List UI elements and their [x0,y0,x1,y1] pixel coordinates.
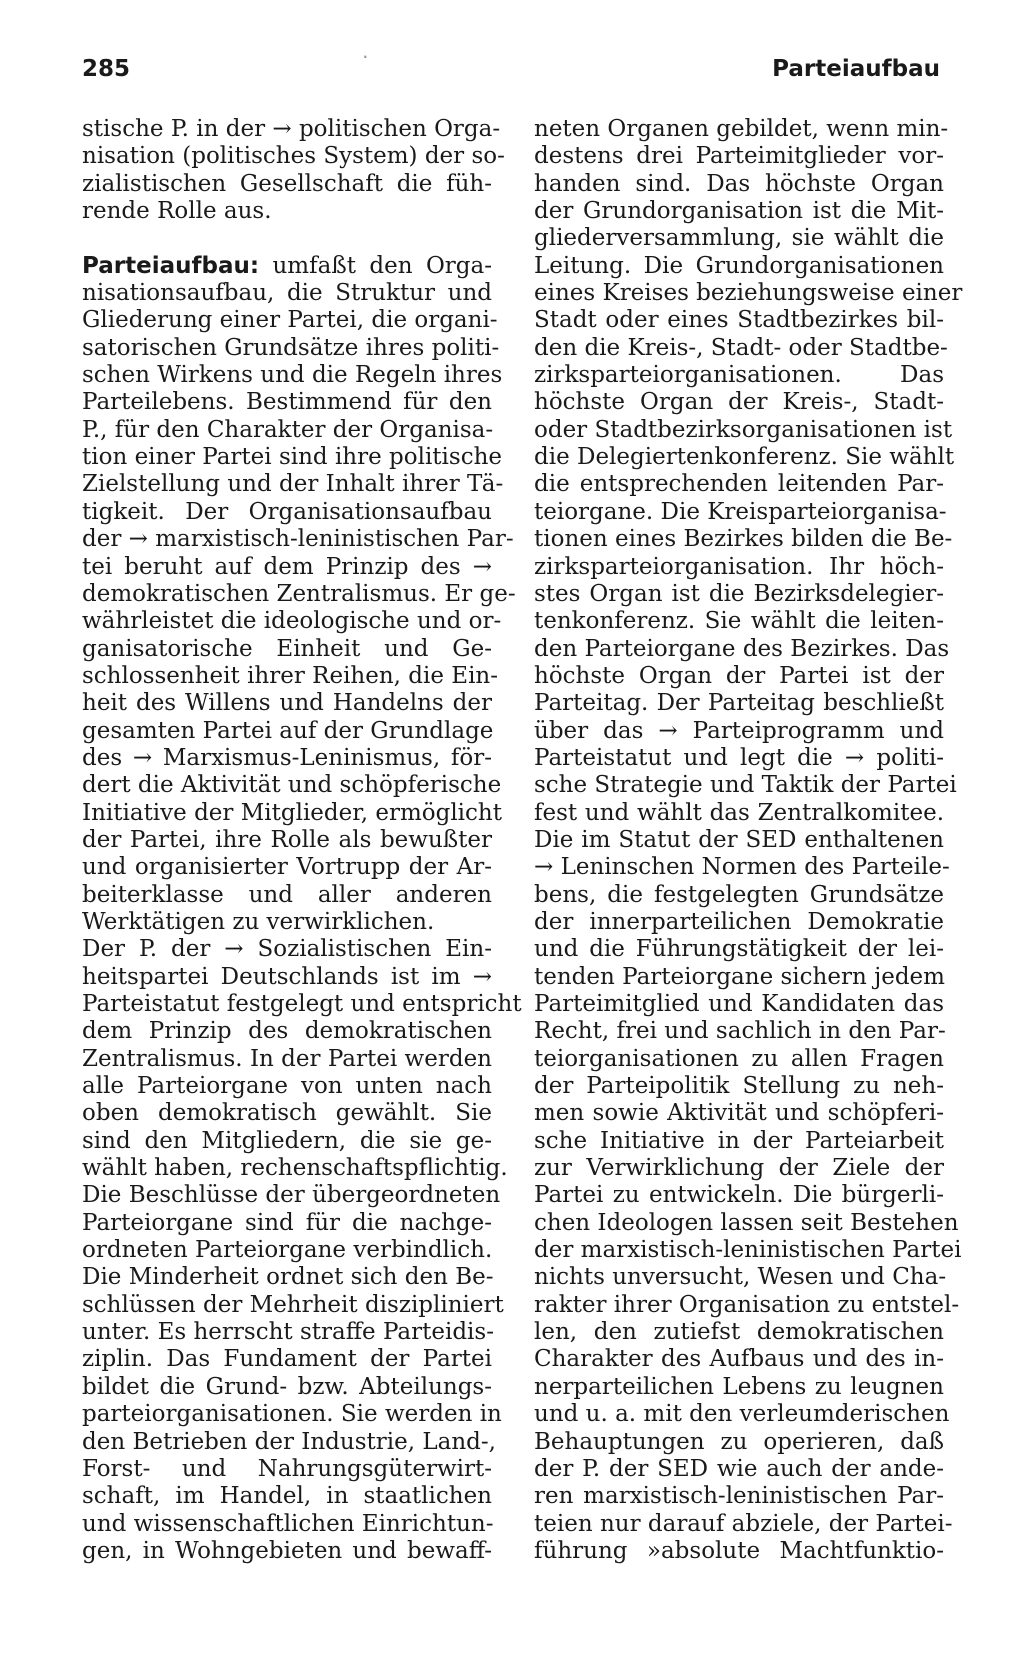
text-line: Der P. der → Sozialistischen Ein- [82,936,492,963]
text-line: die Delegiertenkonferenz. Sie wählt [534,444,955,471]
text-line: oben demokratisch gewählt. Sie [82,1100,492,1127]
text-line: tenkonferenz. Sie wählt die leiten- [534,608,944,635]
text-line: und organisierter Vortrupp der Ar- [82,854,492,881]
text-line: Stadt oder eines Stadtbezirkes bil- [534,307,944,334]
text-line: zirksparteiorganisation. Ihr höch- [534,553,944,580]
text-line: nerparteilichen Lebens zu leugnen [534,1373,944,1400]
text-line: bildet die Grund- bzw. Abteilungs- [82,1373,492,1400]
text-line: gliederversammlung, sie wählt die [534,225,944,252]
text-line: und wissenschaftlichen Einrichtun- [82,1510,494,1537]
text-line: neten Organen gebildet, wenn min- [534,116,949,142]
text-line: oder Stadtbezirksorganisationen ist [534,416,953,443]
text-line: teiorgane. Die Kreisparteiorganisa- [534,498,947,525]
text-line: Parteistatut festgelegt und entspricht [82,991,522,1017]
text-line: Recht, frei und sachlich in den Par- [534,1018,946,1045]
text-line: alle Parteiorgane von unten nach [82,1073,492,1100]
text-line: stische P. in der → politischen Orga- [82,116,501,142]
text-line: Parteitag. Der Parteitag beschließt [534,690,944,717]
text-line: dem Prinzip des demokratischen [82,1018,492,1045]
text-line: tenden Parteiorgane sichern jedem [534,963,945,990]
text-line: Partei zu entwickeln. Die bürgerli- [534,1182,944,1209]
text-line: Die im Statut der SED enthaltenen [534,826,944,853]
text-line: der marxistisch-leninistischen Partei [534,1237,962,1264]
text-line: parteiorganisationen. Sie werden in [82,1401,502,1428]
text-line: Parteiorgane sind für die nachge- [82,1209,492,1236]
text-line: len, den zutiefst demokratischen [534,1319,944,1346]
text-line: Die Beschlüsse der übergeordneten [82,1182,501,1209]
text-line: den die Kreis-, Stadt- oder Stadtbe- [534,334,948,361]
text-line: teien nur darauf abziele, der Partei- [534,1510,953,1537]
text-line: dert die Aktivität und schöpferische [82,772,502,799]
text-line: ordneten Parteiorgane verbindlich. [82,1237,493,1264]
text-line: Leitung. Die Grundorganisationen [534,252,944,279]
text-line: zirksparteiorganisationen. Das [534,362,944,389]
text-line: ziplin. Das Fundament der Partei [82,1346,492,1373]
text-line: → Leninschen Normen des Parteile- [534,854,950,881]
running-head: Parteiaufbau [772,56,940,82]
text-line: unter. Es herrscht straffe Parteidis- [82,1319,494,1346]
text-line: schlossenheit ihrer Reihen, die Ein- [82,662,499,689]
text-line: sche Strategie und Taktik der Partei [534,772,957,799]
text-line: fest und wählt das Zentralkomitee. [534,799,944,826]
text-line: Die Minderheit ordnet sich den Be- [82,1264,494,1291]
text-line: über das → Parteiprogramm und [534,717,944,744]
text-line: heitspartei Deutschlands ist im → [82,963,492,990]
text-line: und u. a. mit den verleumderischen [534,1401,950,1428]
text-line: beiterklasse und aller anderen [82,881,492,908]
text-line: zur Verwirklichung der Ziele der [534,1155,944,1182]
text-line: satorischen Grundsätze ihres politi- [82,334,500,361]
text-line: bens, die festgelegten Grundsätze [534,881,944,908]
text-line: Gliederung einer Partei, die organi- [82,307,498,334]
entry-text: umfaßt den Orga- [259,252,492,279]
entry-headword: Parteiaufbau: [82,252,260,279]
text-line: der Partei, ihre Rolle als bewußter [82,826,492,853]
text-line: schaft, im Handel, in staatlichen [82,1483,492,1510]
text-line: Zielstellung und der Inhalt ihrer Tä- [82,471,504,498]
text-line: tionen eines Bezirkes bilden die Be- [534,526,953,553]
text-line: wählt haben, rechenschaftspflichtig. [82,1155,508,1182]
left-text-column [82,116,522,1565]
text-line: teiorganisationen zu allen Fragen [534,1045,944,1072]
text-line: sind den Mitgliedern, die sie ge- [82,1127,492,1154]
text-line: führung »absolute Machtfunktio- [534,1537,944,1564]
right-text-column [534,116,963,1565]
text-line: destens drei Parteimitglieder vor- [534,143,944,170]
text-line: rakter ihrer Organisation zu entstel- [534,1291,960,1318]
text-line: zialistischen Gesellschaft die füh- [82,170,492,197]
top-dot-mark: · [363,50,368,64]
text-line: tei beruht auf dem Prinzip des → [82,553,492,580]
text-line: Initiative der Mitglieder, ermöglicht [82,799,502,826]
text-line: Behauptungen zu operieren, daß [534,1428,944,1455]
text-line: die entsprechenden leitenden Par- [534,471,944,498]
text-line: höchste Organ der Partei ist der [534,662,944,689]
text-line: den Betrieben der Industrie, Land-, [82,1428,496,1455]
text-line: der P. der SED wie auch der ande- [534,1455,944,1482]
text-line: ren marxistisch-leninistischen Par- [534,1483,944,1510]
text-line: schlüssen der Mehrheit diszipliniert [82,1291,504,1318]
page-number: 285 [82,56,131,82]
text-line: Werktätigen zu verwirklichen. [82,908,435,935]
text-line: den Parteiorgane des Bezirkes. Das [534,635,950,662]
text-line: und die Führungstätigkeit der lei- [534,936,944,963]
text-line: der → marxistisch-leninistischen Par- [82,526,514,553]
text-line: höchste Organ der Kreis-, Stadt- [534,389,944,416]
text-line: der Grundorganisation ist die Mit- [534,198,944,225]
text-line: Charakter des Aufbaus und des in- [534,1346,944,1373]
paragraph-gap [82,225,492,252]
text-line: nisation (politisches System) der so- [82,143,505,170]
text-line: der Parteipolitik Stellung zu neh- [534,1073,944,1100]
text-line: Zentralismus. In der Partei werden [82,1045,492,1072]
text-line: rende Rolle aus. [82,198,272,225]
text-line: ganisatorische Einheit und Ge- [82,635,492,662]
text-line: demokratischen Zentralismus. Er ge- [82,580,516,607]
text-line: schen Wirkens und die Regeln ihres [82,362,503,389]
text-line: P., für den Charakter der Organisa- [82,416,494,443]
text-line: Parteistatut und legt die → politi- [534,744,944,771]
text-line: der innerparteilichen Demokratie [534,908,944,935]
text-line: eines Kreises beziehungsweise einer [534,280,963,307]
text-line: tigkeit. Der Organisationsaufbau [82,498,492,525]
text-line: nichts unversucht, Wesen und Cha- [534,1264,947,1291]
text-line: Parteilebens. Bestimmend für den [82,389,492,416]
text-line: Forst- und Nahrungsgüterwirt- [82,1455,492,1482]
text-line: sche Initiative in der Parteiarbeit [534,1127,944,1154]
text-line: stes Organ ist die Bezirksdelegier- [534,580,944,607]
text-line: heit des Willens und Handelns der [82,690,492,717]
text-line: währleistet die ideologische und or- [82,608,502,635]
text-line: gen, in Wohngebieten und bewaff- [82,1537,492,1564]
text-line: des → Marxismus-Leninismus, för- [82,744,492,771]
text-line: handen sind. Das höchste Organ [534,170,944,197]
text-line: tion einer Partei sind ihre politische [82,444,503,471]
text-line: chen Ideologen lassen seit Bestehen [534,1209,959,1236]
page-header [82,50,940,90]
text-line: nisationsaufbau, die Struktur und [82,280,492,307]
text-line: men sowie Aktivität und schöpferi- [534,1100,944,1127]
text-line [82,253,492,280]
text-line: Parteimitglied und Kandidaten das [534,991,944,1017]
text-line: gesamten Partei auf der Grundlage [82,717,494,744]
